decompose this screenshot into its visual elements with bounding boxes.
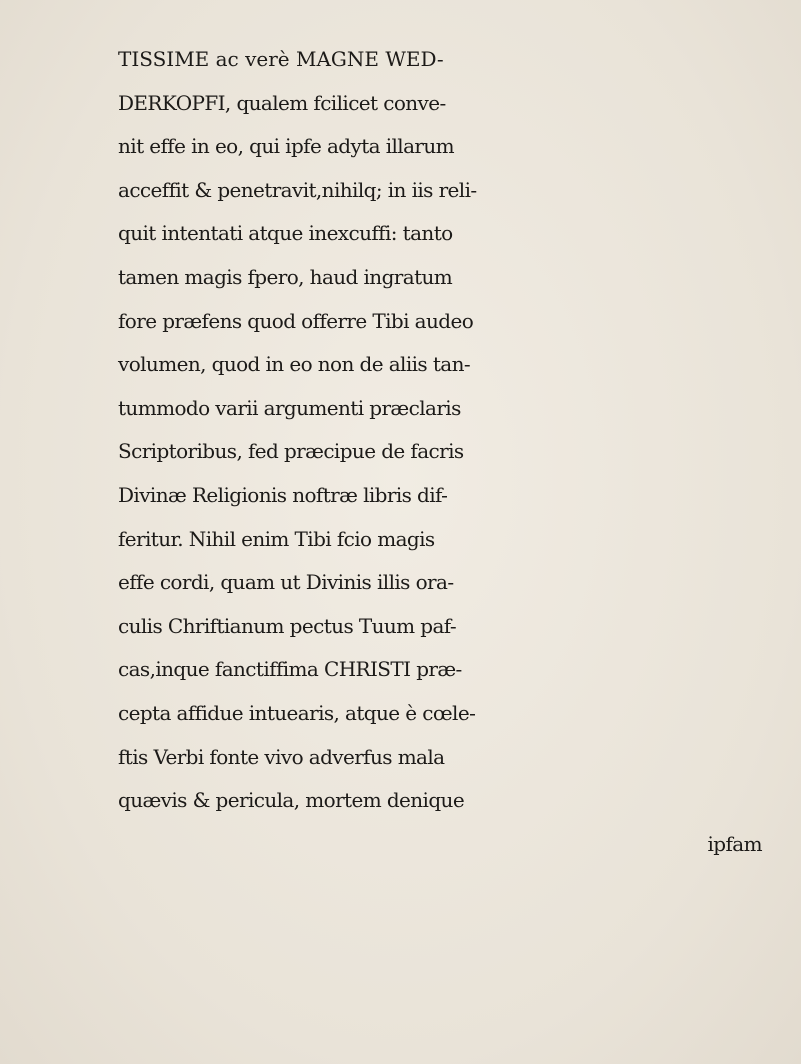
text-line-4: acceffit & penetravit,nihilq; in iis reli- [118,177,477,202]
text-line-6: tamen magis fpero, haud ingratum [118,264,453,289]
text-line-17: ftis Verbi fonte vivo adverfus mala [118,744,445,769]
text-line-7: fore præfens quod offerre Tibi audeo [118,308,474,333]
text-line-5: quit intentati atque inexcuffi: tanto [118,221,453,246]
text-block [118,38,798,866]
text-line-14: culis Chriftianum pectus Tuum paf- [118,613,457,638]
text-line-8: volumen, quod in eo non de aliis tan- [118,352,471,377]
text-line-1: TISSIME ac verè MAGNE WED- [118,47,444,71]
catchword: ipfam [707,831,762,856]
text-line-2: DERKOPFI, qualem fcilicet conve- [118,90,446,115]
text-line-3: nit effe in eo, qui ipfe adyta illarum [118,134,455,159]
text-line-15: cas,inque fanctiffima CHRISTI præ- [118,657,462,682]
text-line-12: feritur. Nihil enim Tibi fcio magis [118,526,435,551]
text-line-13: effe cordi, quam ut Divinis illis ora- [118,570,454,595]
text-line-11: Divinæ Religionis noftræ libris dif- [118,482,448,507]
text-line-9: tummodo varii argumenti præclaris [118,395,461,420]
text-line-16: cepta affidue intuearis, atque è cœle- [118,700,476,725]
text-line-10: Scriptoribus, fed præcipue de facris [118,439,464,464]
text-line-18: quævis & pericula, mortem denique [118,788,465,813]
